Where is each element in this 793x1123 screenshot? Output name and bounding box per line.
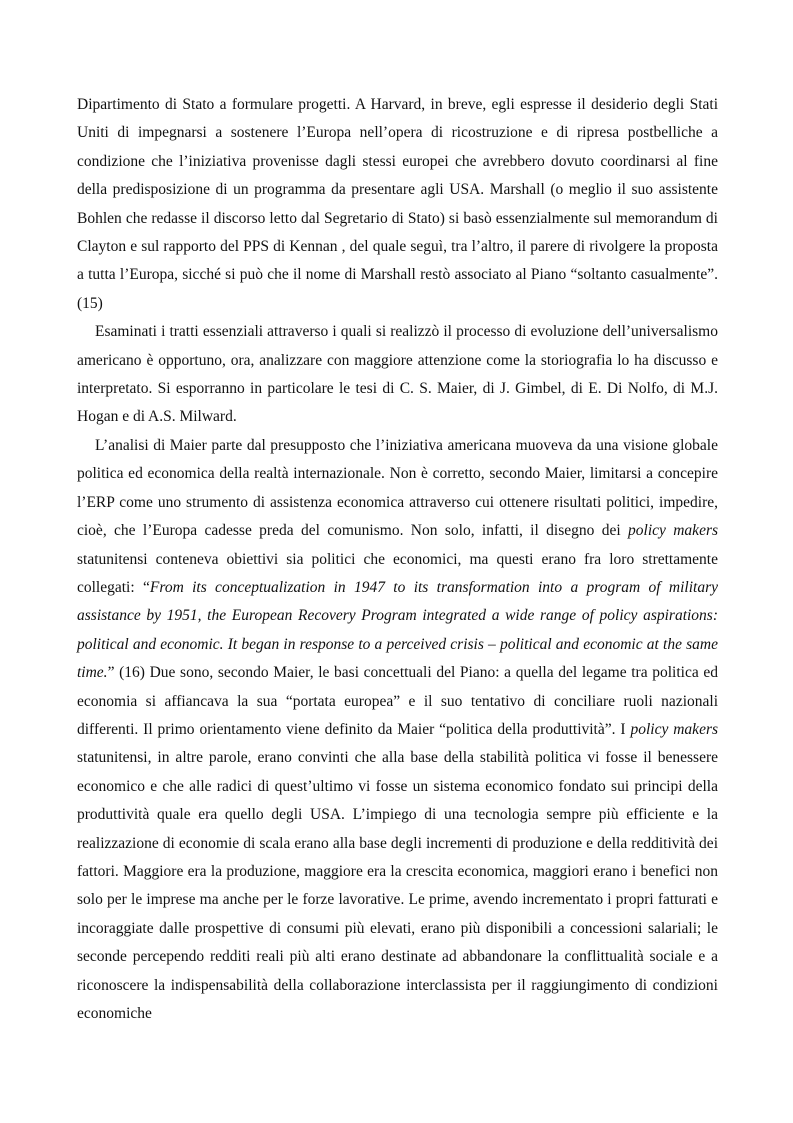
- paragraph-text: statunitensi, in altre parole, erano convinti che alla base della stabilità politica vi fosse il benessere economico e che alle radici di quest’ultimo vi fosse un sistema economico fondato sui principi della produttività quale era quello degli USA. L’impiego di una tecnologia sempre più efficiente e la realizzazione di economie di scala erano alla base degli incrementi di produzione e della redditività dei fattori. Maggiore era la produzione, maggiore era la crescita economica, maggiori erano i benefici non solo per le imprese ma anche per le forze lavorative. Le prime, avendo incrementato i propri fatturati e incoraggiate dalle prospettive di consumi più elevati, erano più disponibili a concessioni salariali; le seconde percependo redditi reali più alti erano destinate ad abbandonare la conflittualità sociale e a riconoscere la indispensabilità della collaborazione interclassista per il raggiungimento di condizioni economiche: [77, 749, 718, 1022]
- paragraph-text: L’analisi di Maier parte dal presupposto che l’iniziativa americana muoveva da una visione globale politica ed economica della realtà internazionale. Non è corretto, secondo Maier, limitarsi a concepire l’ERP come uno strumento di assistenza economica attraverso cui ottenere risultati politici, impedire, cioè, che l’Europa cadesse preda del comunismo. Non solo, infatti, il disegno dei: [77, 436, 718, 540]
- paragraph-1: [77, 91, 718, 318]
- paragraph-text: Esaminati i tratti essenziali attraverso i quali si realizzò il processo di evoluzione dell’universalismo americano è opportuno, ora, analizzare con maggiore attenzione come la storiografia lo ha discusso e interpretato. Si esporranno in particolare le tesi di C. S. Maier, di J. Gimbel, di E. Di Nolfo, di M.J. Hogan e di A.S. Milward.: [77, 323, 718, 426]
- paragraph-text: statunitensi conteneva obiettivi sia politici che economici, ma questi erano fra loro strettamente collegati: “: [77, 550, 718, 596]
- paragraph-text: ” (16) Due sono, secondo Maier, le basi concettuali del Piano: a quella del legame tra politica ed economia si affiancava la sua “portata europea” e il suo tentativo di conciliare ruoli nazionali differenti. Il primo orientamento viene definito da Maier “politica della produttività”. I: [77, 664, 718, 738]
- paragraph-2: [77, 318, 718, 432]
- italic-quotation: From its conceptualization in 1947 to its transformation into a program of military assistance by 1951, the European Recovery Program integrated a wide range of policy aspirations: political and economic. It began in response to a perceived crisis – political and economic at the same time.: [77, 578, 718, 682]
- document-page: [77, 91, 718, 1028]
- paragraph-text: Dipartimento di Stato a formulare progetti. A Harvard, in breve, egli espresse il desiderio degli Stati Uniti di impegnarsi a sostenere l’Europa nell’opera di ricostruzione e di ripresa postbelliche a condizione che l’iniziativa provenisse dagli stessi europei che avrebbero dovuto coordinarsi al fine della predisposizione di un programma da presentare agli USA. Marshall (o meglio il suo assistente Bohlen che redasse il discorso letto dal Segretario di Stato) si basò essenzialmente sul memorandum di Clayton e sul rapporto del PPS di Kennan , del quale seguì, tra l’altro, il parere di rivolgere la proposta a tutta l’Europa, sicché si può che il nome di Marshall restò associato al Piano “soltanto casualmente”. (15): [77, 96, 718, 312]
- paragraph-3: [77, 432, 718, 1029]
- italic-term: policy makers: [630, 720, 719, 738]
- italic-term: policy makers: [628, 522, 719, 540]
